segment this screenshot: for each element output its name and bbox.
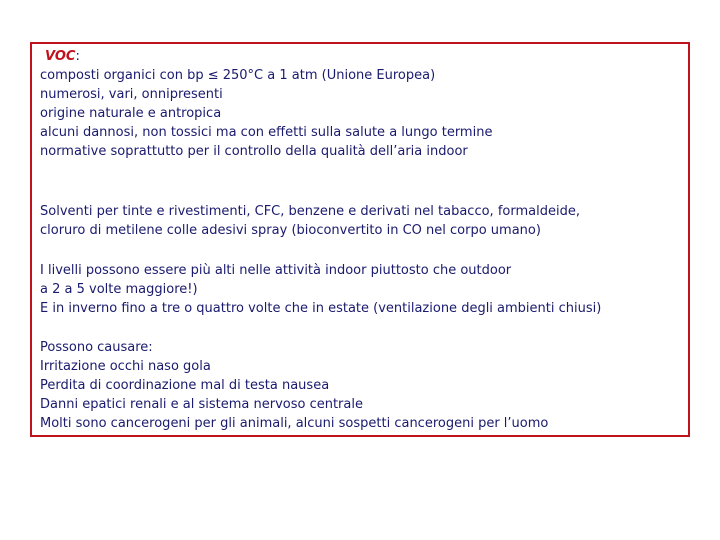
intro-line: origine naturale e antropica xyxy=(40,106,222,121)
levels-line: a 2 a 5 volte maggiore!) xyxy=(40,282,198,297)
intro-line: normative soprattutto per il controllo della qualità dell’aria indoor xyxy=(40,144,468,159)
voc-heading: VOC xyxy=(45,49,76,64)
sources-block xyxy=(40,202,580,240)
effects-line: Danni epatici renali e al sistema nervoso centrale xyxy=(40,397,363,412)
levels-line: I livelli possono essere più alti nelle attività indoor piuttosto che outdoor xyxy=(40,263,512,278)
voc-heading-colon: : xyxy=(75,49,80,64)
voc-heading-line xyxy=(40,47,492,66)
sources-line: Solventi per tinte e rivestimenti, CFC, benzene e derivati nel tabacco, formaldeide, xyxy=(40,204,580,219)
levels-line: E in inverno fino a tre o quattro volte che in estate (ventilazione degli ambienti chiusi) xyxy=(40,301,602,316)
intro-line: numerosi, vari, onnipresenti xyxy=(40,87,223,102)
effects-block xyxy=(40,338,548,433)
effects-line: Molti sono cancerogeni per gli animali, alcuni sospetti cancerogeni per l’uomo xyxy=(40,416,549,431)
effects-line: Perdita di coordinazione mal di testa nausea xyxy=(40,378,330,393)
intro-block xyxy=(40,47,492,161)
intro-line: composti organici con bp ≤ 250°C a 1 atm (Unione Europea) xyxy=(40,68,436,83)
effects-line: Possono causare: xyxy=(40,340,153,355)
levels-block xyxy=(40,261,601,318)
intro-line: alcuni dannosi, non tossici ma con effetti sulla salute a lungo termine xyxy=(40,125,493,140)
sources-line: cloruro di metilene colle adesivi spray (bioconvertito in CO nel corpo umano) xyxy=(40,223,541,238)
effects-line: Irritazione occhi naso gola xyxy=(40,359,211,374)
